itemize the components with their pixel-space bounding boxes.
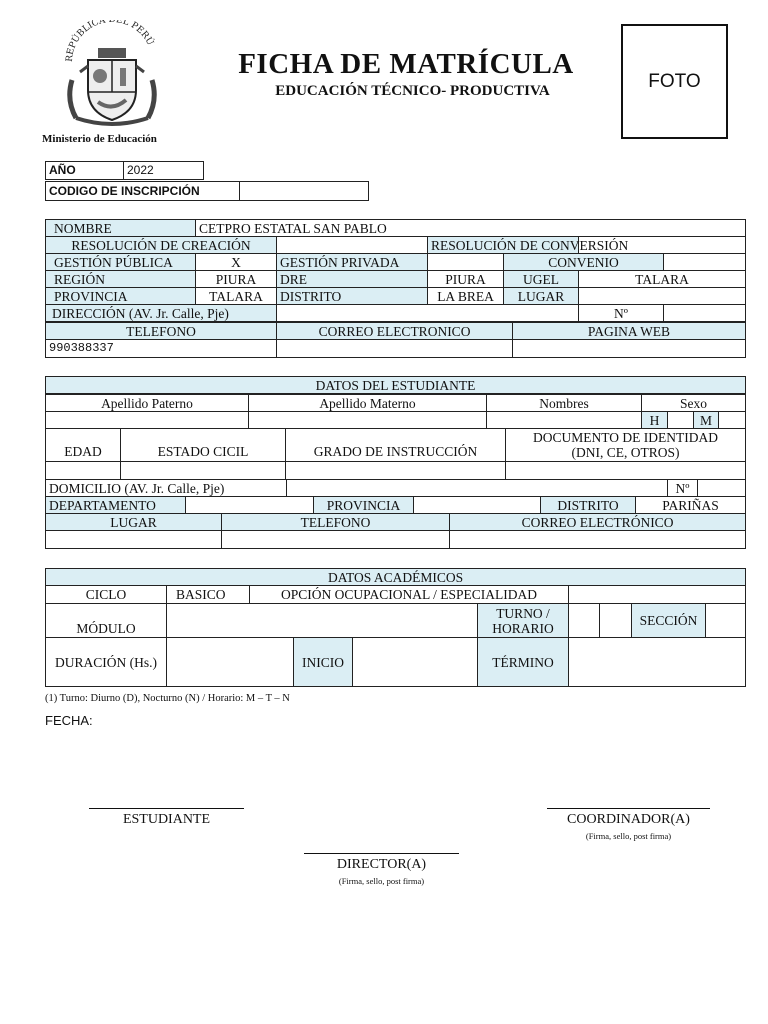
ugel-label: UGEL xyxy=(504,271,579,288)
code-table xyxy=(45,181,369,201)
cycle-value[interactable]: BASICO xyxy=(167,586,250,604)
student-district-label: DISTRITO xyxy=(541,497,636,514)
inst-web-label: PAGINA WEB xyxy=(513,323,746,340)
names-value[interactable] xyxy=(487,412,642,429)
date-label: FECHA: xyxy=(45,713,93,728)
public-value[interactable]: X xyxy=(196,254,277,271)
institution-contact-table xyxy=(45,322,746,358)
inst-number-value[interactable] xyxy=(664,305,746,322)
section-label: SECCIÓN xyxy=(632,604,706,638)
peru-coat-of-arms-emblem xyxy=(62,20,162,130)
maternal-label: Apellido Materno xyxy=(249,395,487,412)
student-phone-label: TELEFONO xyxy=(222,514,450,531)
student-district-value[interactable]: PARIÑAS xyxy=(636,497,746,514)
grade-label: GRADO DE INSTRUCCIÓN xyxy=(286,429,506,462)
place-value[interactable] xyxy=(579,288,746,305)
form-title: FICHA DE MATRÍCULA xyxy=(238,48,574,80)
maternal-value[interactable] xyxy=(249,412,487,429)
inst-email-label: CORREO ELECTRONICO xyxy=(277,323,513,340)
svg-text:REPÚBLICA DEL PERÚ: REPÚBLICA DEL PERÚ xyxy=(64,20,155,63)
student-table xyxy=(45,376,746,394)
code-label: CODIGO DE INSCRIPCIÓN xyxy=(46,182,240,201)
id-label xyxy=(506,429,746,462)
end-label: TÉRMINO xyxy=(478,638,569,687)
sex-label: Sexo xyxy=(642,395,746,412)
civil-label: ESTADO CICIL xyxy=(121,429,286,462)
inst-number-label: Nº xyxy=(579,305,664,322)
duration-value[interactable] xyxy=(167,638,294,687)
institution-table xyxy=(45,219,746,322)
photo-box: FOTO xyxy=(621,24,728,139)
student-number-value[interactable] xyxy=(698,480,746,497)
department-label: DEPARTAMENTO xyxy=(46,497,186,514)
inst-phone-value[interactable]: 990388337 xyxy=(46,340,277,358)
student-province-value[interactable] xyxy=(414,497,541,514)
names-label: Nombres xyxy=(487,395,642,412)
module-label: MÓDULO xyxy=(46,604,167,638)
region-value[interactable]: PIURA xyxy=(196,271,277,288)
inst-address-value[interactable] xyxy=(277,305,579,322)
place-label: LUGAR xyxy=(504,288,579,305)
dre-value[interactable]: PIURA xyxy=(428,271,504,288)
paternal-value[interactable] xyxy=(46,412,249,429)
inst-phone-label: TELEFONO xyxy=(46,323,277,340)
sex-m-box[interactable] xyxy=(719,412,746,429)
paternal-label: Apellido Paterno xyxy=(46,395,249,412)
student-details-table xyxy=(45,428,746,480)
creation-value[interactable] xyxy=(277,237,428,254)
year-table xyxy=(45,161,204,180)
inst-email-value[interactable] xyxy=(277,340,513,358)
creation-label: RESOLUCIÓN DE CREACIÓN xyxy=(46,237,277,254)
start-label: INICIO xyxy=(294,638,353,687)
student-number-label: Nº xyxy=(668,480,698,497)
student-names-table xyxy=(45,394,746,429)
student-address-label: DOMICILIO (AV. Jr. Calle, Pje) xyxy=(46,480,287,497)
coordinator-signature-line xyxy=(547,808,710,809)
private-value[interactable] xyxy=(428,254,504,271)
option-label: OPCIÓN OCUPACIONAL / ESPECIALIDAD xyxy=(250,586,569,604)
academic-table xyxy=(45,568,746,687)
coordinator-signature-label: COORDINADOR(A) xyxy=(567,812,690,827)
ministry-label: Ministerio de Educación xyxy=(42,133,157,145)
duration-label: DURACIÓN (Hs.) xyxy=(46,638,167,687)
district-value[interactable]: LA BREA xyxy=(428,288,504,305)
option-value[interactable] xyxy=(569,586,746,604)
schedule-value[interactable] xyxy=(600,604,632,638)
student-email-value[interactable] xyxy=(450,531,746,549)
sex-h-box[interactable] xyxy=(668,412,694,429)
year-value[interactable]: 2022 xyxy=(124,162,204,180)
shift-label xyxy=(478,604,569,638)
civil-value[interactable] xyxy=(121,462,286,480)
academic-section-title: DATOS ACADÉMICOS xyxy=(46,569,746,586)
student-section-title: DATOS DEL ESTUDIANTE xyxy=(46,377,746,394)
inst-name-label: NOMBRE xyxy=(46,220,196,237)
sex-h-label: H xyxy=(642,412,668,429)
department-value[interactable] xyxy=(186,497,314,514)
student-address-value[interactable] xyxy=(287,480,668,497)
student-address-table xyxy=(45,479,746,497)
form-subtitle: EDUCACIÓN TÉCNICO- PRODUCTIVA xyxy=(275,83,550,99)
age-value[interactable] xyxy=(46,462,121,480)
student-location-table xyxy=(45,496,746,514)
shift-label-line2: HORARIO xyxy=(492,620,554,636)
region-label: REGIÓN xyxy=(46,271,196,288)
province-label: PROVINCIA xyxy=(46,288,196,305)
shift-footnote: (1) Turno: Diurno (D), Nocturno (N) / Horario: M – T – N xyxy=(45,693,290,704)
inst-address-label: DIRECCIÓN (AV. Jr. Calle, Pje) xyxy=(46,305,277,322)
cycle-label: CICLO xyxy=(46,586,167,604)
shift-label-line1: TURNO / xyxy=(496,605,550,621)
id-label-line2: (DNI, CE, OTROS) xyxy=(571,445,680,460)
year-label: AÑO xyxy=(46,162,124,180)
agreement-label: CONVENIO xyxy=(504,254,664,271)
module-value[interactable] xyxy=(167,604,478,638)
agreement-value[interactable] xyxy=(664,254,746,271)
public-label: GESTIÓN PÚBLICA xyxy=(46,254,196,271)
district-label: DISTRITO xyxy=(277,288,428,305)
id-value[interactable] xyxy=(506,462,746,480)
inst-name-value[interactable]: CETPRO ESTATAL SAN PABLO xyxy=(196,220,746,237)
shift-value[interactable] xyxy=(569,604,600,638)
end-value[interactable] xyxy=(569,638,746,687)
id-label-line1: DOCUMENTO DE IDENTIDAD xyxy=(533,430,718,445)
dre-label: DRE xyxy=(277,271,428,288)
private-label: GESTIÓN PRIVADA xyxy=(277,254,428,271)
start-value[interactable] xyxy=(353,638,478,687)
director-signature-sub: (Firma, sello, post firma) xyxy=(338,876,425,886)
conversion-label: RESOLUCIÓN DE CONVERSIÓN xyxy=(428,237,579,254)
province-value[interactable]: TALARA xyxy=(196,288,277,305)
student-province-label: PROVINCIA xyxy=(314,497,414,514)
director-signature-line xyxy=(304,853,459,854)
grade-value[interactable] xyxy=(286,462,506,480)
ugel-value[interactable]: TALARA xyxy=(579,271,746,288)
inst-web-value[interactable] xyxy=(513,340,746,358)
coordinator-signature-sub: (Firma, sello, post firma) xyxy=(585,831,672,841)
sex-m-label: M xyxy=(694,412,719,429)
director-signature-label: DIRECTOR(A) xyxy=(336,857,427,872)
code-value[interactable] xyxy=(240,182,369,201)
age-label: EDAD xyxy=(46,429,121,462)
student-place-value[interactable] xyxy=(46,531,222,549)
section-value[interactable] xyxy=(706,604,746,638)
student-signature-label: ESTUDIANTE xyxy=(122,812,211,827)
student-phone-value[interactable] xyxy=(222,531,450,549)
student-place-label: LUGAR xyxy=(46,514,222,531)
student-email-label: CORREO ELECTRÓNICO xyxy=(450,514,746,531)
student-signature-line xyxy=(89,808,244,809)
student-contact-table xyxy=(45,513,746,549)
